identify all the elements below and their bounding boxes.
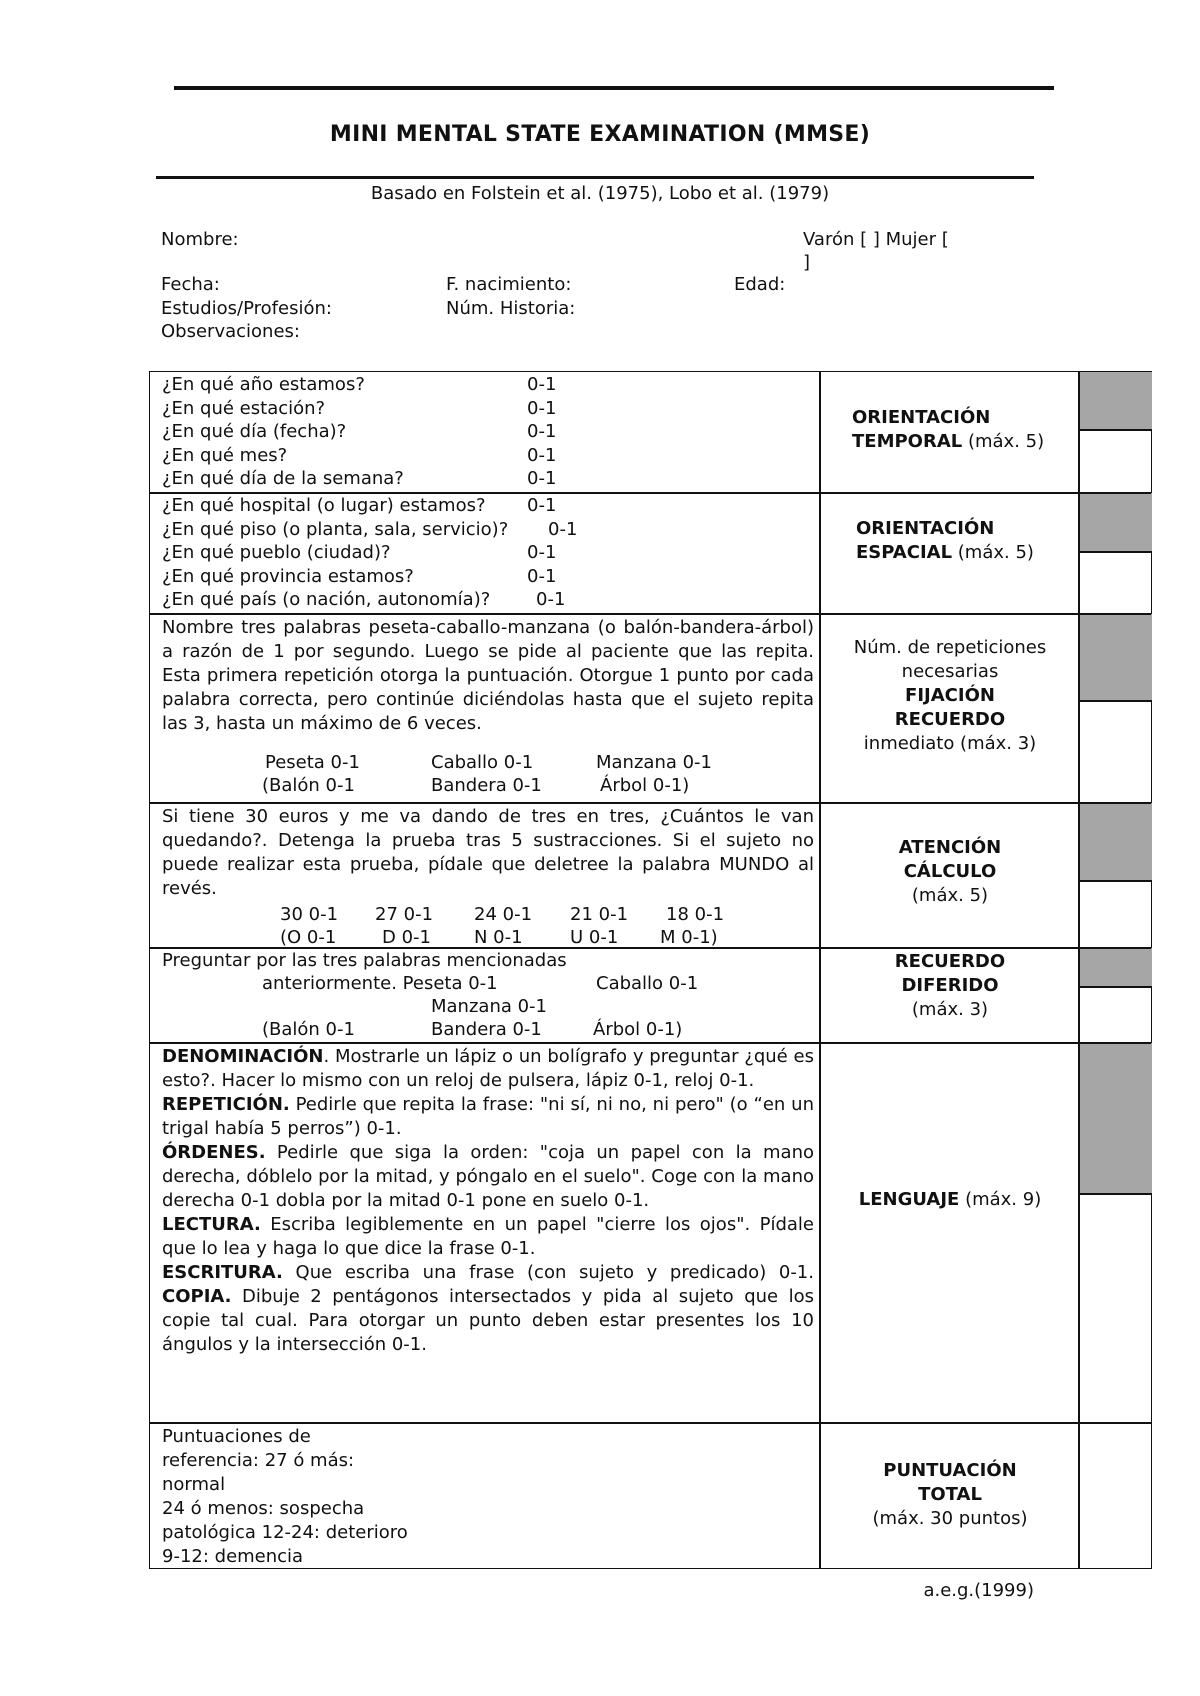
nacimiento-label: F. nacimiento: (446, 274, 572, 295)
reference-line: 24 ó menos: sospecha (162, 1498, 365, 1519)
total-label (822, 1459, 1078, 1531)
score-shade-fijacion (1080, 614, 1152, 700)
fecha-label: Fecha: (161, 274, 220, 295)
word-score: Peseta 0-1 (265, 752, 360, 773)
section-title: FIJACIÓN (905, 685, 995, 706)
score-shade-lenguaje (1080, 1043, 1152, 1193)
row-divider-3 (150, 802, 1151, 804)
subtraction-score: 30 0-1 (280, 904, 339, 925)
subtraction-score: 24 0-1 (474, 904, 533, 925)
reference-line: patológica 12-24: deterioro (162, 1522, 408, 1543)
score-shade-temporal (1080, 372, 1152, 429)
item-text: . Mostrarle un lápiz o un bolígrafo y preguntar ¿qué es esto?. Hacer lo mismo con un reloj de pulsera, lápiz 0-1, reloj 0-1. (162, 1046, 814, 1091)
historia-label: Núm. Historia: (446, 298, 576, 319)
recuerdo-instructions: Preguntar por las tres palabras mencionadas (162, 950, 567, 971)
reference-line: referencia: 27 ó más: (162, 1450, 355, 1471)
section-max: (máx. 5) (962, 431, 1045, 452)
section-title: ORIENTACIÓN ESPACIAL (856, 518, 995, 563)
score-line-temporal (1080, 429, 1152, 431)
observaciones-label: Observaciones: (161, 321, 300, 342)
question: ¿En qué mes? (162, 445, 288, 466)
question-score: 0-1 (548, 519, 578, 540)
recuerdo-word: Bandera 0-1 (431, 1019, 542, 1040)
score-shade-espacial (1080, 493, 1152, 551)
section-title-2: CÁLCULO (903, 861, 997, 882)
reference-scores (162, 1425, 462, 1569)
section-max: (máx. 30 puntos) (872, 1508, 1028, 1529)
row-divider-5 (150, 1042, 1151, 1044)
subtraction-score: 27 0-1 (375, 904, 434, 925)
item-title: ESCRITURA. (162, 1262, 283, 1283)
question: ¿En qué año estamos? (162, 374, 365, 395)
recuerdo-label (822, 950, 1078, 1022)
question-score: 0-1 (527, 374, 557, 395)
spelling-score: (O 0-1 (280, 927, 337, 948)
question-score: 0-1 (527, 566, 557, 587)
recuerdo-word: Caballo 0-1 (596, 973, 699, 994)
question: ¿En qué hospital (o lugar) estamos? (162, 495, 486, 516)
item-text: Escriba legiblemente en un papel "cierre los ojos". Pídale que lo lea y haga lo que dice la frase 0-1. (162, 1214, 814, 1259)
score-line-espacial (1080, 551, 1152, 553)
question: ¿En qué provincia estamos? (162, 566, 414, 587)
item-text: Pedirle que repita la frase: "ni sí, ni no, ni pero" (o “en un trigal había 5 perros”) 0-1. (162, 1094, 814, 1139)
recuerdo-word: (Balón 0-1 (262, 1019, 355, 1040)
item-title: REPETICIÓN. (162, 1094, 290, 1115)
row-divider-6 (150, 1422, 1151, 1424)
section-max: (máx. 9) (959, 1189, 1042, 1210)
footer-credit: a.e.g.(1999) (923, 1580, 1034, 1601)
recuerdo-word: Manzana 0-1 (431, 996, 548, 1017)
question-score: 0-1 (527, 398, 557, 419)
item-title: ÓRDENES. (162, 1142, 266, 1163)
section-title: RECUERDO (894, 951, 1006, 972)
question: ¿En qué día de la semana? (162, 468, 404, 489)
spelling-score: D 0-1 (382, 927, 431, 948)
word-score: (Balón 0-1 (262, 775, 355, 796)
question-score: 0-1 (527, 468, 557, 489)
question: ¿En qué día (fecha)? (162, 421, 347, 442)
section-max: inmediato (máx. 3) (863, 733, 1037, 754)
atencion-label (822, 836, 1078, 908)
section-title: ATENCIÓN (898, 837, 1002, 858)
question: ¿En qué país (o nación, autonomía)? (162, 589, 491, 610)
item-title: LECTURA. (162, 1214, 261, 1235)
question: ¿En qué pueblo (ciudad)? (162, 542, 391, 563)
question-score: 0-1 (527, 421, 557, 442)
section-max: (máx. 5) (952, 542, 1034, 563)
fijacion-label (822, 636, 1078, 756)
score-line-atencion (1080, 880, 1152, 882)
page-title: MINI MENTAL STATE EXAMINATION (MMSE) (329, 122, 871, 147)
edad-label: Edad: (734, 274, 786, 295)
word-score: Árbol 0-1) (600, 775, 690, 796)
score-line-fijacion (1080, 700, 1152, 702)
lenguaje-instructions (162, 1045, 814, 1357)
estudios-label: Estudios/Profesión: (161, 298, 332, 319)
mmse-table (149, 371, 1152, 1569)
item-text: Pedirle que siga la orden: "coja un papel con la mano derecha, dóblelo por la mitad, y póngalo en el suelo". Coge con la mano derecha 0-1 dobla por la mitad 0-1 pone en suelo 0-1. (162, 1142, 814, 1211)
recuerdo-word: anteriormente. Peseta 0-1 (262, 973, 498, 994)
section-title: ORIENTACIÓN TEMPORAL (852, 407, 991, 452)
title-rule (156, 176, 1034, 179)
score-line-recuerdo (1080, 986, 1152, 988)
nombre-label: Nombre: (161, 229, 239, 250)
top-rule (174, 86, 1054, 90)
word-score: Bandera 0-1 (431, 775, 542, 796)
sexo-label-2: ] (803, 252, 811, 273)
item-title: DENOMINACIÓN (162, 1046, 324, 1067)
ordenes-item (162, 1141, 814, 1213)
question: ¿En qué estación? (162, 398, 326, 419)
score-shade-atencion (1080, 803, 1152, 880)
orient-temporal-label (852, 406, 1062, 454)
subtraction-score: 18 0-1 (666, 904, 725, 925)
spelling-score: M 0-1) (660, 927, 718, 948)
row-divider-1 (150, 492, 1151, 494)
word-score: Manzana 0-1 (596, 752, 713, 773)
section-title-2: RECUERDO (894, 709, 1006, 730)
item-text: Que escriba una frase (con sujeto y predicado) 0-1. (282, 1262, 814, 1283)
spelling-score: N 0-1 (474, 927, 523, 948)
col-divider-1 (819, 372, 821, 1568)
item-title-2: COPIA. (162, 1286, 232, 1307)
question-score: 0-1 (527, 445, 557, 466)
word-score: Caballo 0-1 (431, 752, 534, 773)
escritura-copia-item (162, 1261, 814, 1357)
question: ¿En qué piso (o planta, sala, servicio)? (162, 519, 509, 540)
spelling-score: U 0-1 (570, 927, 619, 948)
reference-line: normal (162, 1474, 226, 1495)
section-title-2: DIFERIDO (901, 975, 999, 996)
sexo-label-1: Varón [ ] Mujer [ (803, 229, 949, 250)
subtraction-score: 21 0-1 (570, 904, 629, 925)
question-score: 0-1 (536, 589, 566, 610)
orient-espacial-label (856, 517, 1066, 565)
reference-line: Puntuaciones de (162, 1426, 311, 1447)
question-score: 0-1 (527, 495, 557, 516)
denominacion-item (162, 1045, 814, 1093)
item-text-2: Dibuje 2 pentágonos intersectados y pida al sujeto que los copie tal cual. Para otorgar un punto deben estar presentes los 10 ángulos y la intersección 0-1. (162, 1286, 814, 1355)
fijacion-instructions: Nombre tres palabras peseta-caballo-manzana (o balón-bandera-árbol) a razón de 1 por segundo. Luego se pide al paciente que las repita. Esta primera repetición otorga la puntuación. Otorgue 1 punto por cada palabra correcta, pero continúe diciéndolas hasta que el sujeto repita las 3, hasta un máximo de 6 veces. (162, 617, 814, 734)
atencion-instructions: Si tiene 30 euros y me va dando de tres en tres, ¿Cuántos le van quedando?. Detenga la prueba tras 5 sustracciones. Si el sujeto no puede realizar esta prueba, pídale que deletree la palabra MUNDO al revés. (162, 806, 814, 899)
section-note: Núm. de repeticiones necesarias (853, 637, 1047, 682)
score-line-lenguaje (1080, 1193, 1152, 1195)
question-score: 0-1 (527, 542, 557, 563)
row-divider-2 (150, 613, 1151, 615)
section-max: (máx. 3) (911, 999, 989, 1020)
section-title: LENGUAJE (858, 1189, 960, 1210)
subtitle: Basado en Folstein et al. (1975), Lobo et al. (1979) (370, 183, 830, 204)
section-title-2: TOTAL (918, 1484, 982, 1505)
lenguaje-label (822, 1188, 1078, 1212)
lectura-item (162, 1213, 814, 1261)
score-shade-recuerdo (1080, 948, 1152, 986)
section-max: (máx. 5) (911, 885, 989, 906)
repeticion-item (162, 1093, 814, 1141)
reference-line: 9-12: demencia (162, 1546, 304, 1567)
section-title: PUNTUACIÓN (883, 1460, 1017, 1481)
recuerdo-word: Árbol 0-1) (593, 1019, 683, 1040)
